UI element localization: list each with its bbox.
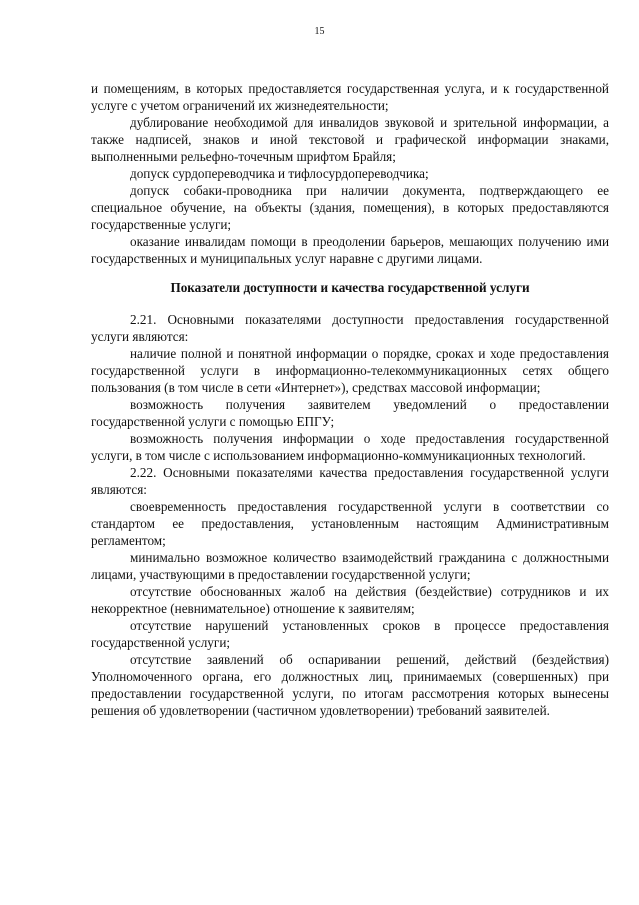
- paragraph-notifications-epgu: возможность получения заявителем уведомлений о предоставлении государственной услуги с помощью ЕПГУ;: [91, 397, 609, 429]
- page-number: 15: [314, 26, 325, 37]
- paragraph-no-appeals: отсутствие заявлений об оспаривании решений, действий (бездействия) Уполномоченного органа, его должностных лиц, принимаемых (совершенных) при предоставлении государственной услуги, по итогам рассмотрения которых вынесены решения об удовлетворении (частичном удовлетворении) требований заявителей.: [91, 652, 609, 718]
- paragraph-guide-dog: допуск собаки-проводника при наличии документа, подтверждающего ее специальное обучение, на объекты (здания, помещения), в которых предоставляются государственные услуги;: [91, 183, 609, 232]
- paragraph-timeliness: своевременность предоставления государственной услуги в соответствии со стандартом ее предоставления, установленным настоящим Административным регламентом;: [91, 499, 609, 548]
- paragraph-no-deadline-violations: отсутствие нарушений установленных сроков в процессе предоставления государственной услуги;: [91, 618, 609, 650]
- paragraph-barrier-assistance: оказание инвалидам помощи в преодолении барьеров, мешающих получению ими государственных и муниципальных услуг наравне с другими лицами.: [91, 234, 609, 266]
- paragraph-minimal-interactions: минимально возможное количество взаимодействий гражданина с должностными лицами, участвующими в предоставлении государственной услуги;: [91, 550, 609, 582]
- section-heading: Показатели доступности и качества государственной услуги: [170, 280, 530, 295]
- document-body: [91, 80, 609, 719]
- paragraph-no-complaints: отсутствие обоснованных жалоб на действия (бездействие) сотрудников и их некорректное (невнимательное) отношение к заявителям;: [91, 584, 609, 616]
- paragraph-braille-duplication: дублирование необходимой для инвалидов звуковой и зрительной информации, а также надписей, знаков и иной текстовой и графической информации знаками, выполненными рельефно-точечным шрифтом Брайля;: [91, 115, 609, 164]
- paragraph-progress-information: возможность получения информации о ходе предоставления государственной услуги, в том числе с использованием информационно-коммуникационных технологий.: [91, 431, 609, 463]
- paragraph-2-21: 2.21. Основными показателями доступности предоставления государственной услуги являются:: [91, 312, 609, 344]
- paragraph-full-information: наличие полной и понятной информации о порядке, сроках и ходе предоставления государственной услуги в информационно-телекоммуникационных сетях общего пользования (в том числе в сети «Интернет»), средствах массовой информации;: [91, 346, 609, 395]
- paragraph-sign-interpreter: допуск сурдопереводчика и тифлосурдопереводчика;: [130, 166, 429, 181]
- paragraph-continuation: и помещениям, в которых предоставляется государственная услуга, и к государственной услуге с учетом ограничений их жизнедеятельности;: [91, 81, 609, 113]
- paragraph-2-22: 2.22. Основными показателями качества предоставления государственной услуги являются:: [91, 465, 609, 497]
